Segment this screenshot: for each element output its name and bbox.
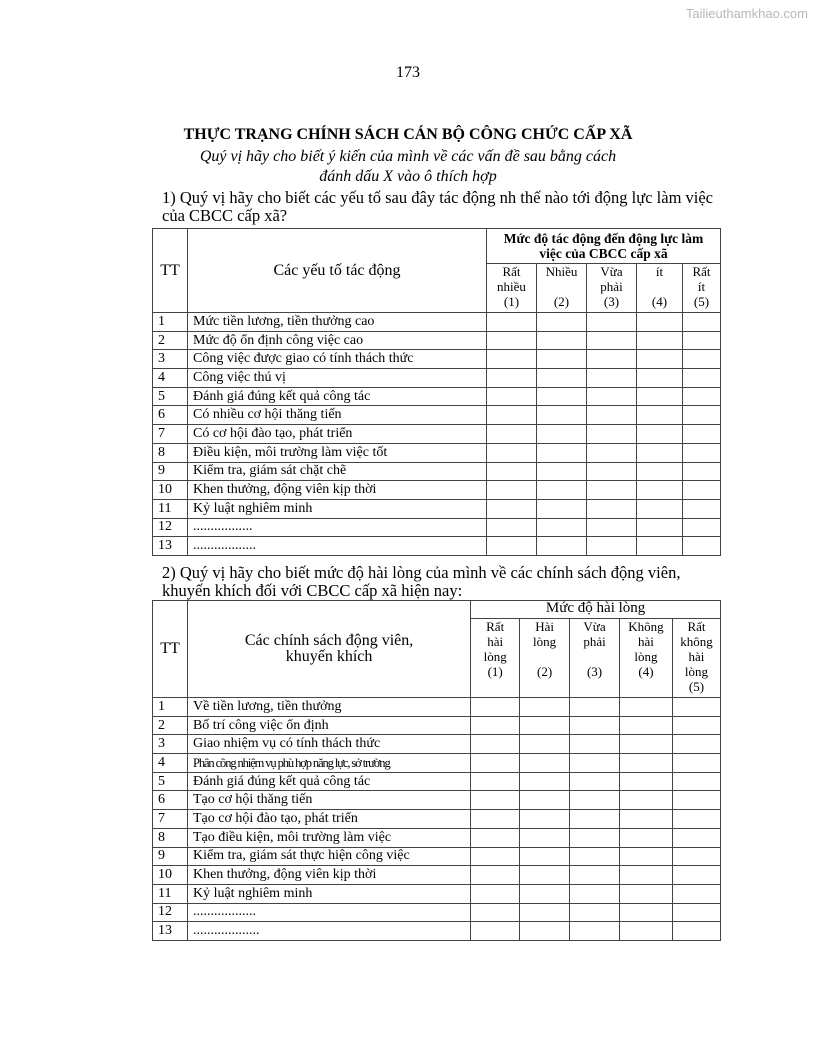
answer-cell-4[interactable]	[637, 350, 683, 369]
level-header-3	[570, 619, 620, 698]
level-header-text: Nhiều	[545, 264, 578, 279]
answer-cell-3[interactable]	[587, 387, 637, 406]
table-row	[153, 350, 721, 369]
answer-cell-4[interactable]	[620, 716, 673, 735]
answer-cell-3[interactable]	[587, 443, 637, 462]
table-row	[153, 828, 721, 847]
row-label: Có nhiều cơ hội thăng tiến	[188, 406, 487, 425]
question-2: 2) Quý vị hãy cho biết mức độ hài lòng của mình về các chính sách động viên, khuyến khích đối với CBCC cấp xã hiện nay:	[162, 563, 681, 600]
answer-cell-2[interactable]	[520, 922, 570, 941]
page-title: THỰC TRẠNG CHÍNH SÁCH CÁN BỘ CÔNG CHỨC CẤP XÃ	[183, 126, 633, 143]
answer-cell-4[interactable]	[620, 903, 673, 922]
row-label: Công việc được giao có tính thách thức	[188, 350, 487, 369]
level-header-4	[620, 619, 673, 698]
col-tt-header: TT	[153, 601, 188, 698]
level-header-text: Rất	[502, 264, 521, 279]
level-header-2	[520, 619, 570, 698]
row-label: Đánh giá đúng kết quả công tác	[188, 387, 487, 406]
table-row	[153, 406, 721, 425]
answer-cell-2[interactable]	[520, 716, 570, 735]
table-row	[153, 772, 721, 791]
answer-cell-2[interactable]	[537, 518, 587, 537]
answer-cell-5[interactable]	[683, 443, 721, 462]
answer-cell-2[interactable]	[537, 369, 587, 388]
answer-cell-2[interactable]	[520, 735, 570, 754]
table-row	[153, 537, 721, 556]
answer-cell-4[interactable]	[620, 735, 673, 754]
answer-cell-2[interactable]	[537, 462, 587, 481]
col-factor-header: Các yếu tố tác động	[188, 229, 487, 313]
level-header-text: (5)	[688, 679, 705, 694]
answer-cell-5[interactable]	[683, 518, 721, 537]
answer-cell-4[interactable]	[637, 462, 683, 481]
answer-cell-1[interactable]	[471, 716, 520, 735]
row-number: 7	[153, 810, 188, 829]
row-number: 5	[153, 387, 188, 406]
level-header-4	[637, 264, 683, 313]
answer-cell-2[interactable]	[537, 331, 587, 350]
row-label: Kiểm tra, giám sát thực hiện công việc	[187, 847, 470, 866]
subtitle-line-1: Quý vị hãy cho biết ý kiến của mình về các vấn đề sau bằng cách	[199, 148, 617, 165]
answer-cell-3[interactable]	[570, 716, 620, 735]
row-label: Công việc thú vị	[188, 369, 487, 388]
row-number: 4	[153, 369, 188, 388]
table-row	[153, 369, 721, 388]
answer-cell-5[interactable]	[672, 698, 720, 717]
answer-cell-1[interactable]	[487, 313, 537, 332]
level-header-text: Vừa	[600, 264, 623, 279]
row-label: Giao nhiệm vụ có tính thách thức	[187, 735, 470, 754]
answer-cell-5[interactable]	[683, 499, 721, 518]
answer-cell-5[interactable]	[683, 406, 721, 425]
answer-cell-5[interactable]	[683, 313, 721, 332]
row-label: Khen thưởng, động viên kịp thời	[187, 866, 470, 885]
row-number: 8	[153, 828, 188, 847]
answer-cell-1[interactable]	[487, 369, 537, 388]
row-label: Kỷ luật nghiêm minh	[188, 499, 487, 518]
row-number: 13	[153, 537, 188, 556]
answer-cell-1[interactable]	[487, 462, 537, 481]
answer-cell-1[interactable]	[471, 866, 520, 885]
level-header-text: (3)	[586, 664, 603, 679]
answer-cell-4[interactable]	[637, 481, 683, 500]
answer-cell-3[interactable]	[570, 754, 620, 773]
answer-cell-5[interactable]	[683, 481, 721, 500]
answer-cell-2[interactable]	[520, 698, 570, 717]
row-number: 11	[153, 884, 188, 903]
answer-cell-5[interactable]	[672, 922, 720, 941]
level-header-text: phải	[600, 279, 623, 294]
table-row	[153, 922, 721, 941]
answer-cell-2[interactable]	[537, 443, 587, 462]
level-header-text: Không	[628, 619, 664, 634]
table-row	[153, 518, 721, 537]
answer-cell-1[interactable]	[487, 387, 537, 406]
level-header-text: Rất	[687, 619, 706, 634]
level-header-text: (3)	[603, 294, 620, 309]
level-header-text: phải	[583, 634, 606, 649]
answer-cell-5[interactable]	[672, 754, 720, 773]
level-header-text: (4)	[638, 664, 654, 679]
answer-cell-2[interactable]	[520, 903, 570, 922]
answer-cell-1[interactable]	[471, 735, 520, 754]
row-number: 6	[153, 791, 188, 810]
level-header-text: hài	[487, 634, 504, 649]
level-header-5	[683, 264, 721, 313]
satisfaction-table	[152, 600, 721, 941]
level-header-5	[672, 619, 720, 698]
table-row	[153, 443, 721, 462]
answer-cell-2[interactable]	[520, 791, 570, 810]
answer-cell-4[interactable]	[637, 387, 683, 406]
row-number: 12	[153, 903, 188, 922]
answer-cell-1[interactable]	[471, 847, 520, 866]
watermark: Tailieuthamkhao.com	[685, 6, 808, 21]
answer-cell-2[interactable]	[537, 425, 587, 444]
row-number: 1	[153, 313, 188, 332]
row-number: 3	[153, 350, 188, 369]
answer-cell-4[interactable]	[620, 866, 673, 885]
answer-cell-5[interactable]	[683, 462, 721, 481]
row-number: 5	[153, 772, 188, 791]
answer-cell-4[interactable]	[637, 443, 683, 462]
col-tt-header: TT	[153, 229, 188, 313]
col-policy-line-1: Các chính sách động viên,	[244, 632, 414, 649]
answer-cell-1[interactable]	[471, 791, 520, 810]
answer-cell-5[interactable]	[683, 369, 721, 388]
answer-cell-1[interactable]	[487, 481, 537, 500]
row-number: 2	[153, 331, 188, 350]
table-row	[153, 810, 721, 829]
page-number: 173	[396, 64, 420, 81]
row-label: Tạo cơ hội thăng tiến	[187, 791, 470, 810]
answer-cell-4[interactable]	[637, 499, 683, 518]
answer-cell-2[interactable]	[520, 754, 570, 773]
answer-cell-4[interactable]	[620, 828, 673, 847]
answer-cell-3[interactable]	[570, 866, 620, 885]
answer-cell-3[interactable]	[587, 518, 637, 537]
table-row	[153, 754, 721, 773]
row-number: 10	[153, 866, 188, 885]
table-row	[153, 387, 721, 406]
answer-cell-2[interactable]	[520, 828, 570, 847]
row-number: 3	[153, 735, 188, 754]
row-number: 10	[153, 481, 188, 500]
answer-cell-3[interactable]	[570, 810, 620, 829]
answer-cell-4[interactable]	[620, 791, 673, 810]
answer-cell-2[interactable]	[537, 350, 587, 369]
impact-level-group-header: Mức độ tác động đến động lực làm việc của CBCC cấp xã	[487, 229, 721, 264]
answer-cell-4[interactable]	[637, 518, 683, 537]
answer-cell-5[interactable]	[672, 903, 720, 922]
answer-cell-5[interactable]	[672, 828, 720, 847]
impact-factors-table	[152, 228, 721, 556]
answer-cell-5[interactable]	[672, 884, 720, 903]
row-label: Đánh giá đúng kết quả công tác	[187, 772, 470, 791]
answer-cell-4[interactable]	[637, 313, 683, 332]
table-row	[153, 884, 721, 903]
row-label: Kỷ luật nghiêm minh	[187, 884, 470, 903]
table-row	[153, 331, 721, 350]
level-header-text: Hài	[535, 619, 554, 634]
answer-cell-1[interactable]	[471, 903, 520, 922]
answer-cell-3[interactable]	[587, 481, 637, 500]
row-number: 4	[153, 754, 188, 773]
answer-cell-1[interactable]	[487, 350, 537, 369]
answer-cell-1[interactable]	[487, 537, 537, 556]
row-number: 8	[153, 443, 188, 462]
level-header-text: (2)	[537, 664, 553, 679]
row-label: Điều kiện, môi trường làm việc tốt	[188, 443, 487, 462]
table-row	[153, 847, 721, 866]
level-header-2	[537, 264, 587, 313]
answer-cell-3[interactable]	[570, 847, 620, 866]
answer-cell-2[interactable]	[520, 884, 570, 903]
answer-cell-4[interactable]	[620, 884, 673, 903]
answer-cell-5[interactable]	[672, 810, 720, 829]
answer-cell-3[interactable]	[570, 772, 620, 791]
answer-cell-5[interactable]	[683, 331, 721, 350]
answer-cell-1[interactable]	[471, 754, 520, 773]
satisfaction-group-header: Mức độ hài lòng	[471, 601, 721, 619]
answer-cell-2[interactable]	[520, 810, 570, 829]
answer-cell-3[interactable]	[587, 331, 637, 350]
row-label: ...................	[187, 922, 470, 941]
answer-cell-1[interactable]	[487, 406, 537, 425]
answer-cell-4[interactable]	[620, 847, 673, 866]
answer-cell-5[interactable]	[672, 772, 720, 791]
answer-cell-2[interactable]	[520, 847, 570, 866]
table-row	[153, 425, 721, 444]
level-header-text: nhiều	[497, 279, 526, 294]
level-header-text: lòng	[483, 649, 507, 664]
level-header-text: hài	[638, 634, 654, 649]
answer-cell-1[interactable]	[487, 443, 537, 462]
answer-cell-3[interactable]	[587, 313, 637, 332]
answer-cell-4[interactable]	[637, 537, 683, 556]
level-header-1	[471, 619, 520, 698]
level-header-text: Rất	[692, 264, 711, 279]
answer-cell-5[interactable]	[672, 791, 720, 810]
level-header-3	[587, 264, 637, 313]
row-label: .................	[188, 518, 487, 537]
answer-cell-1[interactable]	[487, 518, 537, 537]
row-label: Khen thưởng, động viên kịp thời	[188, 481, 487, 500]
level-header-text: ít	[655, 264, 664, 279]
answer-cell-4[interactable]	[620, 810, 673, 829]
answer-cell-1[interactable]	[471, 772, 520, 791]
answer-cell-5[interactable]	[683, 537, 721, 556]
answer-cell-3[interactable]	[570, 922, 620, 941]
answer-cell-4[interactable]	[637, 425, 683, 444]
row-number: 11	[153, 499, 188, 518]
level-header-text: hài	[688, 649, 705, 664]
row-label: Tạo điều kiện, môi trường làm việc	[187, 828, 470, 847]
answer-cell-5[interactable]	[672, 716, 720, 735]
row-number: 2	[153, 716, 188, 735]
answer-cell-4[interactable]	[620, 698, 673, 717]
answer-cell-4[interactable]	[637, 331, 683, 350]
row-number: 13	[153, 922, 188, 941]
table-row	[153, 313, 721, 332]
level-header-text	[575, 649, 614, 664]
table-row	[153, 866, 721, 885]
answer-cell-3[interactable]	[587, 537, 637, 556]
answer-cell-1[interactable]	[471, 810, 520, 829]
answer-cell-5[interactable]	[672, 866, 720, 885]
level-header-text: ít	[697, 279, 706, 294]
row-label: Phân công nhiệm vụ phù hợp năng lực, sở trường	[187, 754, 470, 773]
level-header-text: Rất	[486, 619, 505, 634]
level-header-text: Vừa	[583, 619, 606, 634]
answer-cell-4[interactable]	[637, 406, 683, 425]
row-number: 6	[153, 406, 188, 425]
answer-cell-3[interactable]	[587, 499, 637, 518]
level-header-text	[642, 279, 677, 294]
table-row	[153, 716, 721, 735]
level-header-text: (5)	[693, 294, 710, 309]
row-label: Có cơ hội đào tạo, phát triển	[188, 425, 487, 444]
row-number: 9	[153, 847, 188, 866]
level-header-text	[542, 279, 581, 294]
answer-cell-3[interactable]	[587, 406, 637, 425]
row-number: 7	[153, 425, 188, 444]
answer-cell-3[interactable]	[570, 903, 620, 922]
row-label: Mức tiền lương, tiền thưởng cao	[188, 313, 487, 332]
answer-cell-5[interactable]	[672, 735, 720, 754]
level-header-text: (1)	[503, 294, 520, 309]
col-policy-header	[187, 601, 470, 698]
answer-cell-4[interactable]	[637, 369, 683, 388]
table-row	[153, 903, 721, 922]
level-header-1	[487, 264, 537, 313]
table-row	[153, 698, 721, 717]
answer-cell-3[interactable]	[587, 369, 637, 388]
level-header-text: lòng	[634, 649, 658, 664]
answer-cell-1[interactable]	[487, 425, 537, 444]
table-row	[153, 791, 721, 810]
row-number: 1	[153, 698, 188, 717]
answer-cell-3[interactable]	[570, 791, 620, 810]
subtitle-line-2: đánh dấu X vào ô thích hợp	[319, 168, 497, 185]
answer-cell-3[interactable]	[570, 884, 620, 903]
level-header-text: lòng	[684, 664, 709, 679]
level-header-text: (4)	[651, 294, 668, 309]
answer-cell-3[interactable]	[587, 425, 637, 444]
question-1: 1) Quý vị hãy cho biết các yếu tố sau đây tác động nh thế nào tới động lực làm việc của CBCC cấp xã?	[162, 188, 714, 225]
answer-cell-1[interactable]	[471, 828, 520, 847]
answer-cell-2[interactable]	[520, 866, 570, 885]
answer-cell-2[interactable]	[537, 499, 587, 518]
row-label: Mức độ ổn định công việc cao	[188, 331, 487, 350]
row-label: ..................	[187, 903, 470, 922]
row-label: Về tiền lương, tiền thưởng	[187, 698, 470, 717]
answer-cell-1[interactable]	[471, 922, 520, 941]
answer-cell-1[interactable]	[487, 499, 537, 518]
answer-cell-3[interactable]	[570, 698, 620, 717]
row-label: Bố trí công việc ổn định	[187, 716, 470, 735]
level-header-text	[525, 649, 564, 664]
answer-cell-2[interactable]	[537, 537, 587, 556]
answer-cell-1[interactable]	[471, 884, 520, 903]
answer-cell-5[interactable]	[683, 387, 721, 406]
answer-cell-2[interactable]	[520, 772, 570, 791]
col-policy-line-2: khuyến khích	[285, 648, 373, 665]
level-header-text: không	[680, 634, 713, 649]
answer-cell-4[interactable]	[620, 922, 673, 941]
answer-cell-3[interactable]	[587, 462, 637, 481]
row-label: Kiểm tra, giám sát chặt chẽ	[188, 462, 487, 481]
answer-cell-2[interactable]	[537, 387, 587, 406]
row-label: ..................	[188, 537, 487, 556]
row-label: Tạo cơ hội đào tạo, phát triển	[187, 810, 470, 829]
answer-cell-5[interactable]	[672, 847, 720, 866]
answer-cell-3[interactable]	[570, 828, 620, 847]
answer-cell-2[interactable]	[537, 406, 587, 425]
level-header-text: lòng	[533, 634, 557, 649]
answer-cell-2[interactable]	[537, 481, 587, 500]
table-row	[153, 462, 721, 481]
level-header-text: (1)	[487, 664, 503, 679]
answer-cell-1[interactable]	[487, 331, 537, 350]
level-header-text: (2)	[553, 294, 570, 309]
answer-cell-5[interactable]	[683, 425, 721, 444]
answer-cell-4[interactable]	[620, 754, 673, 773]
answer-cell-3[interactable]	[587, 350, 637, 369]
answer-cell-2[interactable]	[537, 313, 587, 332]
table-row	[153, 499, 721, 518]
answer-cell-5[interactable]	[683, 350, 721, 369]
table-row	[153, 481, 721, 500]
answer-cell-1[interactable]	[471, 698, 520, 717]
row-number: 12	[153, 518, 188, 537]
row-number: 9	[153, 462, 188, 481]
answer-cell-4[interactable]	[620, 772, 673, 791]
table-row	[153, 735, 721, 754]
answer-cell-3[interactable]	[570, 735, 620, 754]
